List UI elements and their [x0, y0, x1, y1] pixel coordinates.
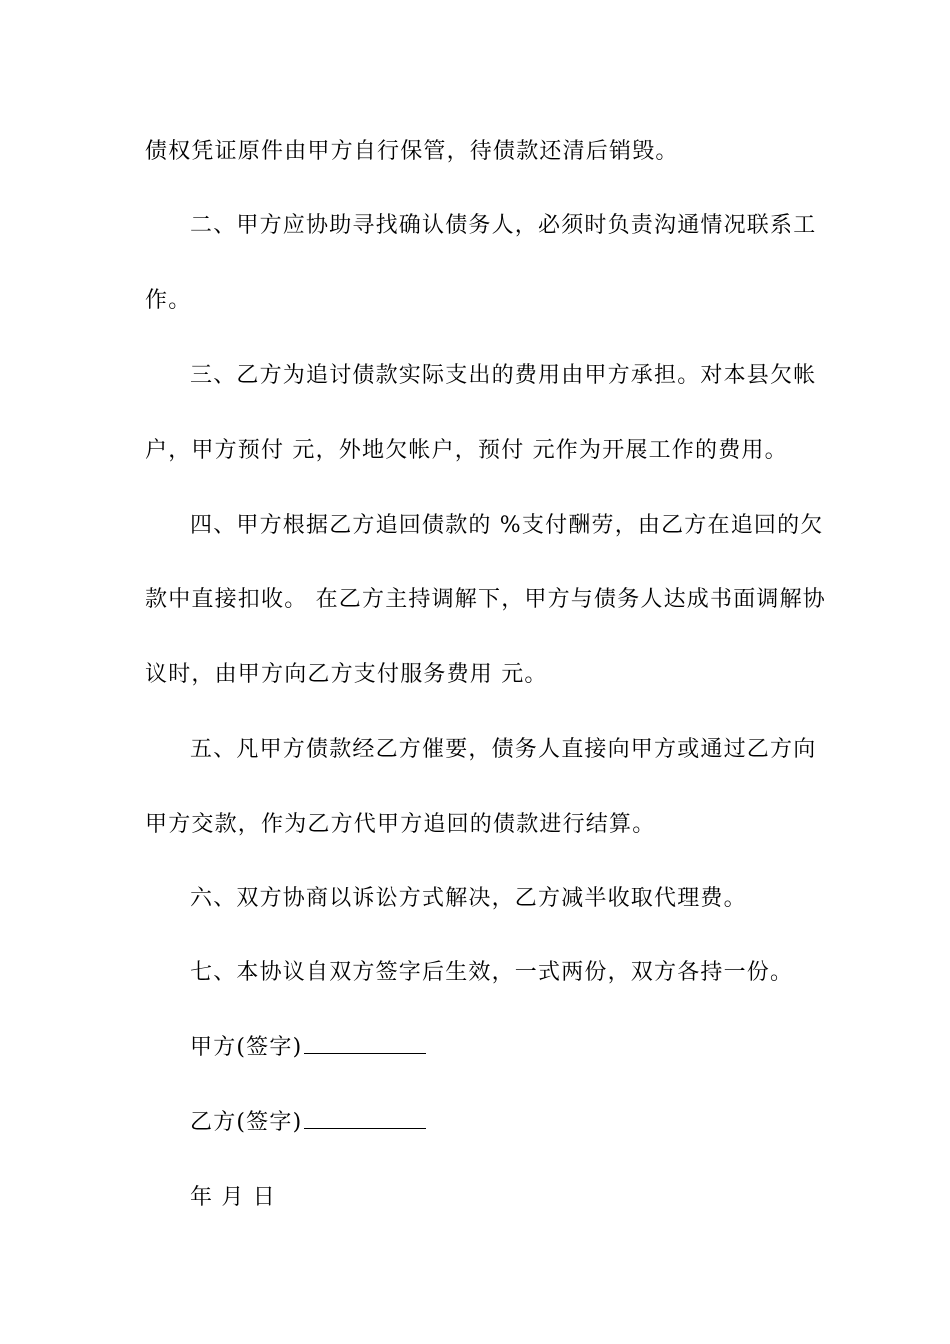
party-a-signature [190, 1033, 860, 1063]
party-b-signature-blank[interactable] [304, 1108, 426, 1129]
clause-7-line: 七、本协议自双方签字后生效，一式两份，双方各持一份。 [190, 960, 794, 985]
clause-3-line-1: 三、乙方为追讨债款实际支出的费用由甲方承担。对本县欠帐 [190, 363, 817, 388]
clause-2-line-1: 二、甲方应协助寻找确认债务人，必须时负责沟通情况联系工 [190, 213, 817, 238]
party-a-signature-blank[interactable] [304, 1033, 426, 1054]
party-a-signature-label: 甲方(签字) [190, 1035, 303, 1060]
clause-5-line-1: 五、凡甲方债款经乙方催要，债务人直接向甲方或通过乙方向 [190, 737, 817, 762]
paragraph-line: 债权凭证原件由甲方自行保管，待债款还清后销毁。 [145, 139, 679, 164]
clause-5-line-2: 甲方交款，作为乙方代甲方追回的债款进行结算。 [145, 812, 656, 837]
clause-6-line: 六、双方协商以诉讼方式解决，乙方减半收取代理费。 [190, 886, 747, 911]
clause-4-line-1: 四、甲方根据乙方追回债款的 %支付酬劳，由乙方在追回的欠 [190, 513, 824, 538]
clause-2-line-2: 作。 [145, 288, 192, 313]
party-b-signature [190, 1108, 860, 1138]
clause-4-line-3: 议时，由甲方向乙方支付服务费用 元。 [145, 662, 548, 687]
signature-date: 年 月 日 [190, 1185, 276, 1210]
party-b-signature-label: 乙方(签字) [190, 1110, 303, 1135]
clause-3-line-2: 户，甲方预付 元，外地欠帐户，预付 元作为开展工作的费用。 [145, 438, 788, 463]
clause-4-line-2: 款中直接扣收。 在乙方主持调解下，甲方与债务人达成书面调解协 [145, 587, 826, 612]
